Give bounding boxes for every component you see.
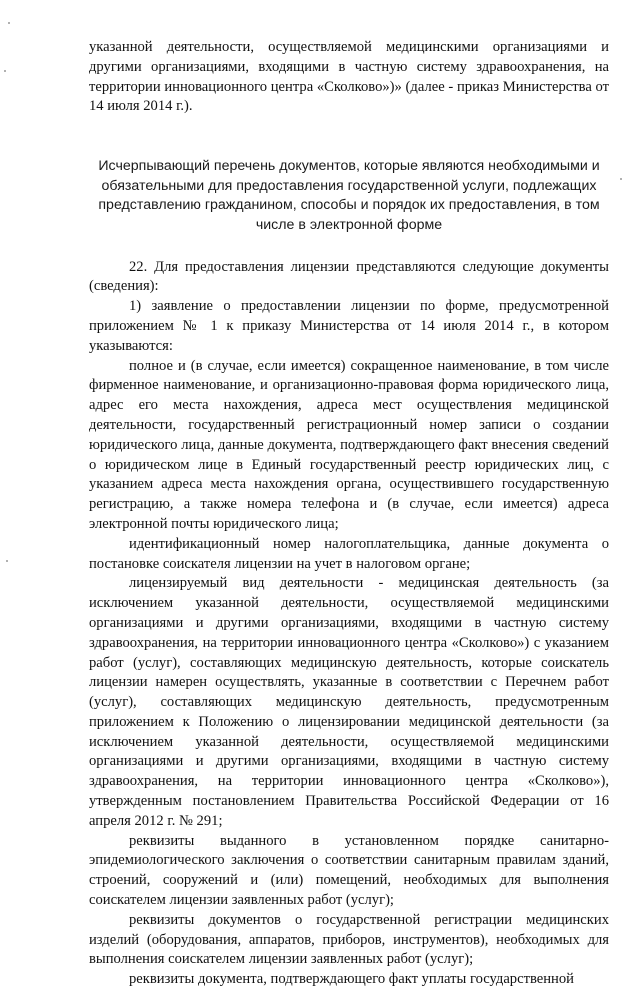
paragraph-medical-devices: реквизиты документов о государственной регистрации медицинских изделий (оборудования, аппаратов, приборов, инструментов), необходимых для выполнения соискателем лицензии заявленных работ (услуг); (89, 911, 609, 968)
scan-artifact (4, 70, 6, 72)
paragraph-item-1: 1) заявление о предоставлении лицензии по форме, предусмотренной приложением № 1 к приказу Министерства от 14 июля 2014 г., в котором указываются: (89, 298, 609, 354)
scan-artifact (6, 560, 8, 562)
paragraph-activity: лицензируемый вид деятельности - медицинская деятельность (за исключением указанной деятельности, осуществляемой медицинскими организациями и другими организациями, входящими в частную систему здравоохранения, на территории инновационного центра «Сколково») с указанием работ (услуг), составляющих медицинскую деятельность, которые соискатель лицензии намерен осуществлять, указанные в соответствии с Перечнем работ (услуг), составляющих медицинскую деятельность, предусмотренным приложением к Положению о лицензировании медицинской деятельности (за исключением указанной деятельности, осуществляемой медицинскими организациями и другими организациями, входящими в частную систему здравоохранения, на территории инновационного центра «Сколково»), утвержденным постановлением Правительства Российской Федерации от 16 апреля 2012 г. № 291; (89, 575, 609, 829)
paragraph-22: 22. Для предоставления лицензии представляются следующие документы (сведения): (89, 258, 609, 295)
document-page (89, 38, 609, 990)
section-heading: Исчерпывающий перечень документов, которые являются необходимыми и обязательными для предоставления государственной услуги, подлежащих представлению гражданином, способы и порядок их предоставления, в том числе в электронной форме (98, 158, 600, 233)
scan-artifact (620, 178, 622, 180)
paragraph-sanitary: реквизиты выданного в установленном порядке санитарно-эпидемиологического заключения о соответствии санитарным правилам зданий, строений, сооружений и (или) помещений, необходимых для выполнения соискателем лицензии заявленных работ (услуг); (89, 832, 609, 909)
paragraph-inn: идентификационный номер налогоплательщика, данные документа о постановке соискателя лицензии на учет в налоговом органе; (89, 535, 609, 572)
intro-paragraph: указанной деятельности, осуществляемой медицинскими организациями и другими организациями, входящими в частную систему здравоохранения, на территории инновационного центра «Сколково»)» (далее - приказ Министерства от 14 июля 2014 г.). (89, 39, 609, 115)
paragraph-names: полное и (в случае, если имеется) сокращенное наименование, в том числе фирменное наименование, и организационно-правовая форма юридического лица, адрес его места нахождения, адреса мест осуществления медицинской деятельности, государственный регистрационный номер записи о создании юридического лица, данные документа, подтверждающего факт внесения сведений о юридическом лице в Единый государственный реестр юридических лиц, с указанием адреса места нахождения органа, осуществившего государственную регистрацию, а также номера телефона и (в случае, если имеется) адреса электронной почты юридического лица; (89, 357, 609, 532)
paragraph-state-fee: реквизиты документа, подтверждающего факт уплаты государственной (129, 971, 574, 988)
scan-artifact (8, 22, 10, 24)
